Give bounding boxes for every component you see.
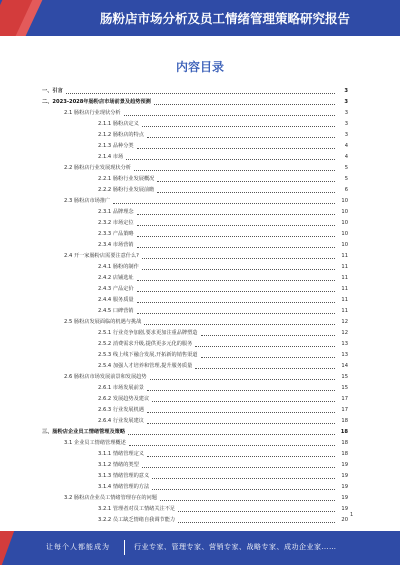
toc-entry-page: 11 <box>341 286 348 292</box>
toc-entry[interactable] <box>42 493 348 504</box>
toc-entry-label: 2.4.3 产品定价 <box>98 286 134 292</box>
toc-leader-dots <box>201 335 336 336</box>
toc-entry[interactable] <box>42 218 348 229</box>
toc-entry-page: 12 <box>341 319 348 325</box>
toc-leader-dots <box>150 379 335 380</box>
toc-leader-dots <box>178 522 335 523</box>
toc-entry-page: 11 <box>341 308 348 314</box>
toc-entry[interactable] <box>42 86 348 97</box>
toc-entry-label: 二、2023-2028年肠粉店市场前景及趋势预测 <box>42 99 151 105</box>
toc-entry-page: 13 <box>341 352 348 358</box>
toc-entry[interactable] <box>42 504 348 515</box>
header-banner <box>0 0 400 36</box>
toc-entry-label: 3.1.2 情绪的类型 <box>98 462 139 468</box>
toc-leader-dots <box>154 104 335 105</box>
toc-entry-label: 2.4.2 店铺选址 <box>98 275 134 281</box>
toc-entry-page: 5 <box>344 176 348 182</box>
toc-leader-dots <box>137 225 335 226</box>
toc-entry[interactable] <box>42 251 348 262</box>
toc-entry-page: 11 <box>341 297 348 303</box>
toc-leader-dots <box>160 500 335 501</box>
toc-entry[interactable] <box>42 405 348 416</box>
toc-entry-label: 2.3.3 产品策略 <box>98 231 134 237</box>
toc-entry-page: 18 <box>340 429 348 435</box>
footer-slogan-right: 行业专家、管理专家、营销专家、战略专家、成功企业家…… <box>134 543 337 551</box>
toc-entry-label: 3.2.1 管理者对员工情绪关注不足 <box>98 506 176 512</box>
toc-entry[interactable] <box>42 240 348 251</box>
toc-entry[interactable] <box>42 383 348 394</box>
toc-entry-page: 19 <box>341 495 348 501</box>
toc-leader-dots <box>134 170 335 171</box>
toc-entry-label: 3.2.2 员工缺乏情绪自我调节能力 <box>98 517 176 523</box>
toc-leader-dots <box>129 445 335 446</box>
toc-entry-label: 2.6.1 市场发展前景 <box>98 385 144 391</box>
toc-leader-dots <box>195 368 335 369</box>
toc-entry-page: 18 <box>341 440 348 446</box>
toc-entry-page: 6 <box>344 187 348 193</box>
toc-leader-dots <box>147 423 335 424</box>
toc-entry[interactable] <box>42 141 348 152</box>
toc-leader-dots <box>137 214 335 215</box>
toc-leader-dots <box>137 302 335 303</box>
toc-entry-page: 17 <box>341 396 348 402</box>
toc-entry-page: 3 <box>344 99 348 105</box>
toc-leader-dots <box>147 412 335 413</box>
toc-leader-dots <box>144 324 335 325</box>
toc-entry-label: 2.3.4 市场营销 <box>98 242 134 248</box>
toc-entry[interactable] <box>42 306 348 317</box>
toc-entry-page: 18 <box>341 418 348 424</box>
toc-entry-label: 2.5 肠粉店发展面临的机遇与挑战 <box>64 319 142 325</box>
toc-leader-dots <box>152 478 335 479</box>
toc-entry-label: 3.2 肠粉店企业员工情绪管理存在的问题 <box>64 495 157 501</box>
toc-entry-page: 19 <box>341 473 348 479</box>
page-marker: 1 <box>350 512 354 518</box>
toc-entry-page: 15 <box>341 385 348 391</box>
toc-leader-dots <box>178 511 335 512</box>
toc-entry[interactable] <box>42 295 348 306</box>
toc-leader-dots <box>113 203 335 204</box>
toc-entry-label: 2.1 肠粉店行业现状分析 <box>64 110 121 116</box>
toc-leader-dots <box>137 313 335 314</box>
toc-entry-label: 2.6 肠粉店市场发展前景和发展趋势 <box>64 374 147 380</box>
toc-leader-dots <box>66 93 335 94</box>
toc-leader-dots <box>124 115 335 116</box>
toc-entry[interactable] <box>42 482 348 493</box>
table-of-contents <box>42 86 348 526</box>
toc-entry-label: 2.3 肠粉店市场推广 <box>64 198 111 204</box>
toc-entry-page: 3 <box>344 121 348 127</box>
toc-entry[interactable] <box>42 328 348 339</box>
toc-leader-dots <box>137 236 335 237</box>
toc-entry-label: 3.1.1 情绪管理定义 <box>98 451 144 457</box>
toc-entry[interactable] <box>42 273 348 284</box>
toc-entry[interactable] <box>42 207 348 218</box>
toc-entry[interactable] <box>42 262 348 273</box>
toc-entry[interactable] <box>42 361 348 372</box>
toc-leader-dots <box>157 192 335 193</box>
toc-entry[interactable] <box>42 438 348 449</box>
toc-entry-label: 2.4.5 口碑营销 <box>98 308 134 314</box>
toc-entry-page: 19 <box>341 484 348 490</box>
toc-entry-page: 13 <box>341 341 348 347</box>
toc-leader-dots <box>157 181 335 182</box>
toc-entry-page: 17 <box>341 407 348 413</box>
toc-leader-dots <box>152 489 335 490</box>
toc-entry-page: 4 <box>344 143 348 149</box>
toc-title: 内容目录 <box>175 60 224 74</box>
toc-entry-page: 10 <box>341 220 348 226</box>
toc-entry-label: 2.4.4 服务质量 <box>98 297 134 303</box>
toc-entry-label: 3.1 企业员工情绪管理概述 <box>64 440 126 446</box>
toc-entry-page: 10 <box>341 231 348 237</box>
toc-entry[interactable] <box>42 152 348 163</box>
toc-leader-dots <box>201 357 336 358</box>
toc-entry-page: 3 <box>344 110 348 116</box>
toc-entry-label: 2.1.4 市场 <box>98 154 124 160</box>
toc-leader-dots <box>137 280 335 281</box>
toc-leader-dots <box>147 137 335 138</box>
footer-slogan-left: 让每个人都能成为 <box>46 543 110 551</box>
toc-entry-page: 11 <box>341 253 348 259</box>
toc-entry[interactable] <box>42 449 348 460</box>
toc-entry-label: 2.1.1 肠粉店定义 <box>98 121 139 127</box>
toc-entry[interactable] <box>42 471 348 482</box>
toc-entry-label: 一、引言 <box>42 88 63 94</box>
toc-entry-label: 2.6.2 发展趋势及建议 <box>98 396 150 402</box>
toc-entry-label: 2.6.4 行业发展建议 <box>98 418 144 424</box>
toc-leader-dots <box>137 148 335 149</box>
toc-entry-page: 18 <box>341 451 348 457</box>
toc-entry-page: 3 <box>344 88 348 94</box>
toc-entry-label: 2.5.1 行业竞争加剧,要求更加注重品牌塑造 <box>98 330 198 336</box>
toc-entry-label: 2.4.1 肠粉的制作 <box>98 264 139 270</box>
toc-leader-dots <box>152 401 335 402</box>
toc-entry-label: 3.1.4 情绪管理的方法 <box>98 484 150 490</box>
toc-entry-label: 2.4 开一家肠粉店需要注意什么? <box>64 253 139 259</box>
footer-banner <box>0 531 400 565</box>
toc-entry[interactable] <box>42 394 348 405</box>
toc-entry-page: 4 <box>344 154 348 160</box>
toc-leader-dots <box>126 159 335 160</box>
toc-entry-label: 2.5.3 线上线下融合发展,开拓新的销售渠道 <box>98 352 198 358</box>
toc-entry[interactable] <box>42 339 348 350</box>
toc-entry[interactable] <box>42 350 348 361</box>
toc-entry[interactable] <box>42 372 348 383</box>
toc-leader-dots <box>142 258 335 259</box>
toc-leader-dots <box>137 247 335 248</box>
toc-entry[interactable] <box>42 185 348 196</box>
footer-red-stripe <box>0 531 14 565</box>
toc-leader-dots <box>128 434 335 435</box>
toc-leader-dots <box>195 346 335 347</box>
footer-divider <box>124 540 125 555</box>
toc-entry-page: 10 <box>341 242 348 248</box>
toc-entry-label: 2.3.1 品牌理念 <box>98 209 134 215</box>
toc-entry-page: 10 <box>341 198 348 204</box>
toc-leader-dots <box>142 269 335 270</box>
toc-entry-page: 11 <box>341 264 348 270</box>
toc-entry[interactable] <box>42 119 348 130</box>
toc-entry-label: 三、肠粉店企业员工情绪管理及策略 <box>42 429 126 435</box>
toc-leader-dots <box>142 467 335 468</box>
toc-entry-page: 3 <box>344 132 348 138</box>
toc-entry-label: 2.1.2 肠粉店的特点 <box>98 132 144 138</box>
toc-entry[interactable] <box>42 163 348 174</box>
toc-entry[interactable] <box>42 317 348 328</box>
toc-entry-label: 2.5.2 消费需求升级,提供更多元化的服务 <box>98 341 193 347</box>
toc-entry[interactable] <box>42 416 348 427</box>
toc-entry-page: 11 <box>341 275 348 281</box>
toc-leader-dots <box>147 390 335 391</box>
toc-entry[interactable] <box>42 427 348 438</box>
toc-entry-page: 12 <box>341 330 348 336</box>
toc-entry-page: 15 <box>341 374 348 380</box>
toc-entry[interactable] <box>42 229 348 240</box>
toc-leader-dots <box>137 291 335 292</box>
toc-entry-label: 2.5.4 加强人才培养和管理,提升服务质量 <box>98 363 193 369</box>
toc-entry[interactable] <box>42 108 348 119</box>
toc-entry-page: 14 <box>341 363 348 369</box>
toc-leader-dots <box>142 126 335 127</box>
toc-entry[interactable] <box>42 130 348 141</box>
toc-entry-page: 19 <box>341 506 348 512</box>
toc-leader-dots <box>147 456 335 457</box>
toc-entry-page: 20 <box>341 517 348 523</box>
toc-entry-page: 5 <box>344 165 348 171</box>
toc-entry[interactable] <box>42 196 348 207</box>
toc-entry-page: 10 <box>341 209 348 215</box>
toc-entry[interactable] <box>42 174 348 185</box>
toc-entry[interactable] <box>42 97 348 108</box>
toc-entry-label: 3.1.3 情绪管理的意义 <box>98 473 150 479</box>
toc-entry-label: 2.3.2 市场定位 <box>98 220 134 226</box>
toc-entry-label: 2.2 肠粉店行业发展现状分析 <box>64 165 131 171</box>
toc-entry-label: 2.2.2 肠粉行业发展前瞻 <box>98 187 155 193</box>
toc-entry[interactable] <box>42 460 348 471</box>
toc-entry-label: 2.6.3 行业发展机遇 <box>98 407 144 413</box>
toc-entry-label: 2.1.3 品种分类 <box>98 143 134 149</box>
document-title: 肠粉店市场分析及员工情绪管理策略研究报告 <box>99 11 350 26</box>
toc-entry[interactable] <box>42 515 348 526</box>
toc-entry[interactable] <box>42 284 348 295</box>
toc-entry-label: 2.2.1 肠粉行业发展概况 <box>98 176 155 182</box>
toc-entry-page: 19 <box>341 462 348 468</box>
